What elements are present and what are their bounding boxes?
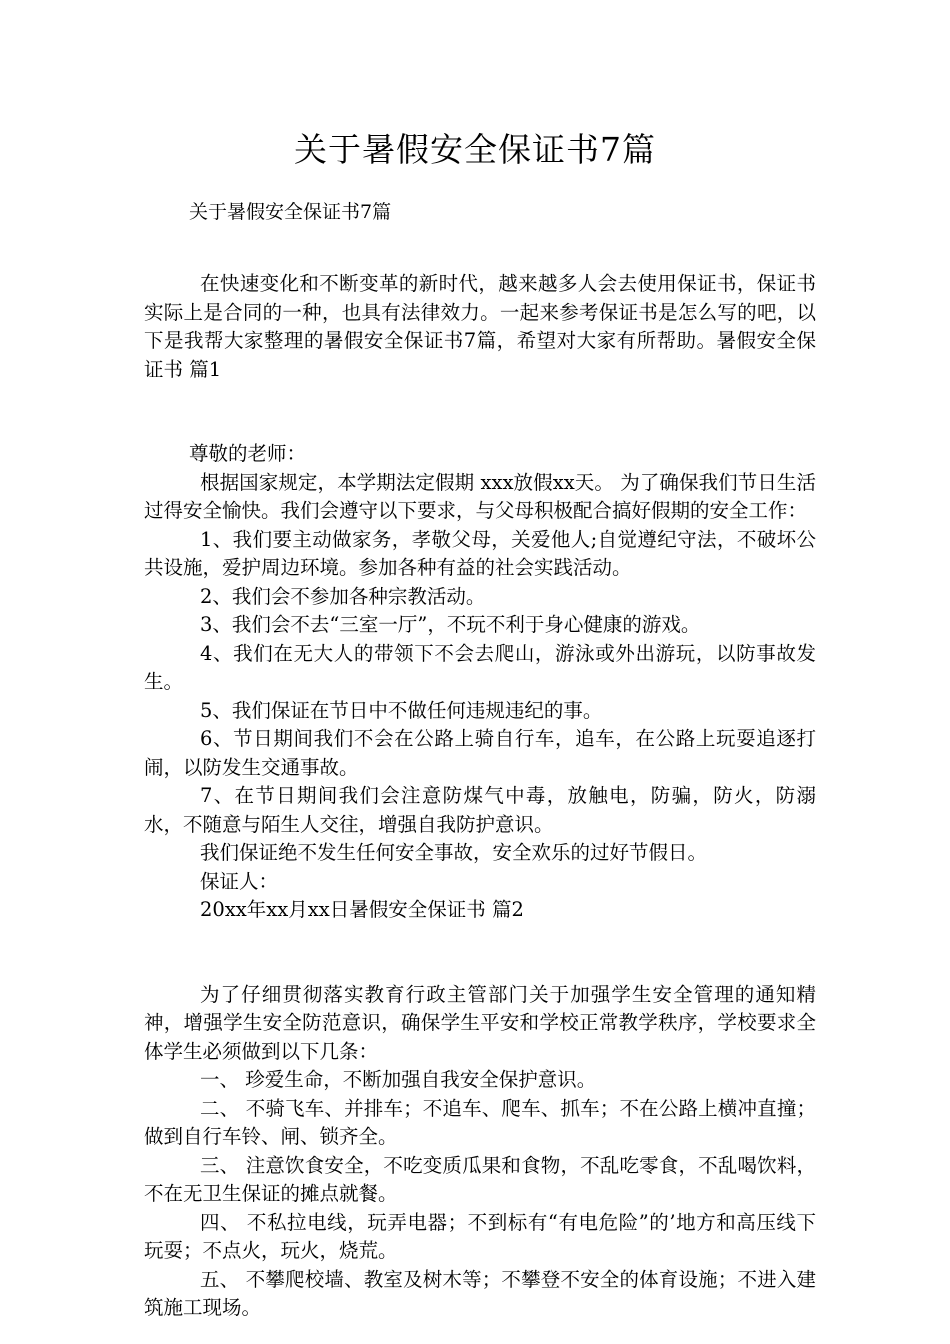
paragraph: 2、我们会不参加各种宗教活动。 — [200, 584, 486, 608]
paragraph: 4、我们在无大人的带领下不会去爬山，游泳或外出游玩，以防事故发生。 — [144, 641, 816, 693]
spacer — [144, 925, 816, 981]
paragraph: 3、我们会不去“三室一厅”，不玩不利于身心健康的游戏。 — [200, 613, 701, 636]
paragraph: 6、节日期间我们不会在公路上骑自行车，追车，在公路上玩耍追逐打闹，以防发生交通事故。 — [144, 727, 816, 779]
paragraph: 1、我们要主动做家务，孝敬父母，关爱他人;自觉遵纪守法，不破坏公共设施，爱护周边环境。参加各种有益的社会实践活动。 — [144, 527, 816, 579]
document-body — [144, 270, 816, 1323]
document-title: 关于暑假安全保证书7篇 — [294, 130, 656, 169]
paragraph: 四、 不私拉电线，玩弄电器；不到标有“有电危险”的’地方和高压线下玩耍；不点火，玩火，烧荒。 — [144, 1210, 816, 1262]
document-subtitle: 关于暑假安全保证书7篇 — [189, 201, 392, 223]
paragraph: 我们保证绝不发生任何安全事故，安全欢乐的过好节假日。 — [200, 841, 708, 864]
intro-paragraph: 在快速变化和不断变革的新时代，越来越多人会去使用保证书，保证书实际上是合同的一种，也具有法律效力。一起来参考保证书是怎么写的吧，以下是我帮大家整理的暑假安全保证书7篇，希望对大家有所帮助。暑假安全保证书 篇1 — [144, 272, 816, 381]
paragraph: 根据国家规定，本学期法定假期 xxx放假xx天。 为了确保我们节日生活过得安全愉快。我们会遵守以下要求，与父母积极配合搞好假期的安全工作： — [144, 470, 816, 522]
paragraph: 一、 珍爱生命，不断加强自我安全保护意识。 — [200, 1068, 597, 1091]
paragraph: 7、在节日期间我们会注意防煤气中毒，放触电，防骗，防火，防溺水，不随意与陌生人交往，增强自我防护意识。 — [144, 784, 816, 836]
paragraph: 三、 注意饮食安全，不吃变质瓜果和食物，不乱吃零食，不乱喝饮料，不在无卫生保证的摊点就餐。 — [144, 1153, 816, 1205]
paragraph: 为了仔细贯彻落实教育行政主管部门关于加强学生安全管理的通知精神，增强学生安全防范意识，确保学生平安和学校正常教学秩序，学校要求全体学生必须做到以下几条： — [144, 982, 816, 1063]
spacer — [144, 384, 816, 440]
paragraph: 五、 不攀爬校墙、教室及树木等；不攀登不安全的体育设施；不进入建筑施工现场。 — [144, 1267, 816, 1319]
paragraph: 二、 不骑飞车、并排车；不追车、爬车、抓车；不在公路上横冲直撞；做到自行车铃、闸、锁齐全。 — [144, 1096, 816, 1148]
date-line: 20xx年xx月xx日暑假安全保证书 篇2 — [200, 898, 524, 921]
paragraph: 5、我们保证在节日中不做任何违规违纪的事。 — [200, 698, 603, 722]
salutation: 尊敬的老师： — [189, 442, 307, 465]
signature-label: 保证人： — [200, 869, 279, 893]
